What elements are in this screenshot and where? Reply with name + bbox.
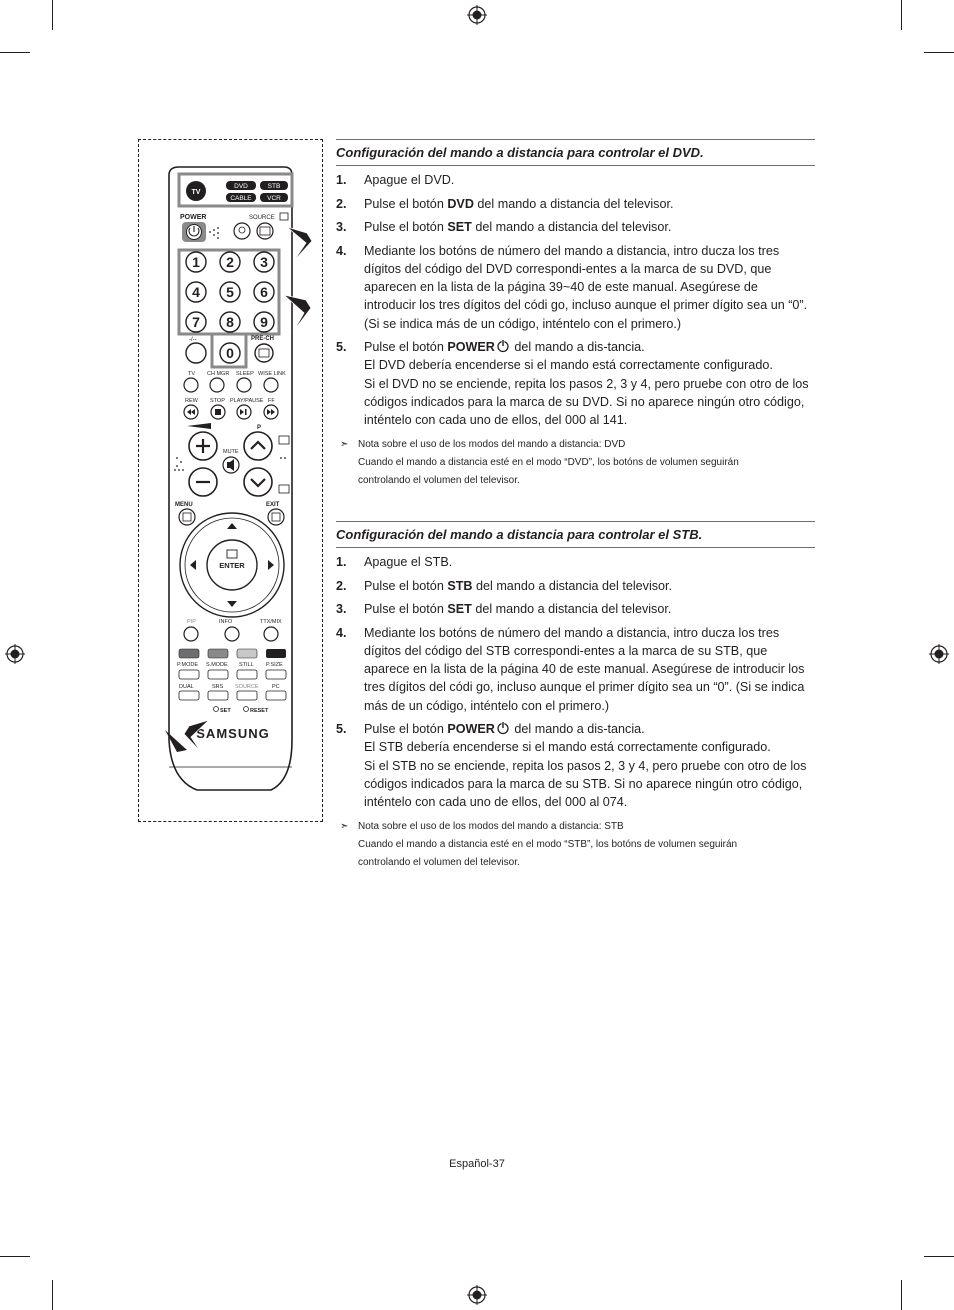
sleep-label: SLEEP bbox=[236, 371, 254, 377]
step-text: del mando a distancia del televisor. bbox=[473, 196, 674, 211]
step-text: Pulse el botón bbox=[364, 340, 448, 355]
dvd-mode-button: DVD bbox=[234, 183, 248, 190]
registration-mark-icon bbox=[5, 644, 25, 664]
enter-label: ENTER bbox=[219, 561, 245, 570]
playpause-label: PLAY/PAUSE bbox=[230, 398, 264, 404]
list-item bbox=[336, 218, 812, 236]
tv-mode-button: TV bbox=[191, 189, 201, 196]
chmgr-label: CH MGR bbox=[207, 371, 230, 377]
dash-label: -/-- bbox=[189, 337, 197, 343]
stb-steps bbox=[336, 553, 812, 817]
step-number: 5. bbox=[336, 340, 347, 355]
exit-label: EXIT bbox=[266, 502, 280, 508]
digit-6-button: 6 bbox=[260, 284, 268, 300]
psize-label: P.SIZE bbox=[266, 662, 283, 668]
step-text: Apague el DVD. bbox=[364, 173, 455, 187]
note-arrow-icon: ➣ bbox=[340, 821, 349, 832]
step-number: 1. bbox=[336, 173, 347, 187]
tv-label: TV bbox=[188, 371, 196, 377]
crop-mark bbox=[52, 1280, 53, 1310]
source2-label: SOURCE bbox=[235, 684, 259, 690]
cable-mode-button: CABLE bbox=[230, 195, 252, 202]
list-item bbox=[336, 553, 812, 571]
list-item bbox=[336, 624, 812, 715]
button-name: STB bbox=[447, 578, 473, 593]
list-item bbox=[336, 242, 812, 333]
remote-control-icon bbox=[139, 140, 324, 823]
power-label: POWER bbox=[180, 214, 207, 221]
stb-section-title: Configuración del mando a distancia para controlar el STB. bbox=[336, 521, 815, 548]
step-number: 2. bbox=[336, 196, 347, 211]
source-label: SOURCE bbox=[249, 215, 275, 221]
dual-label: DUAL bbox=[179, 684, 194, 690]
remote-illustration-frame bbox=[138, 139, 323, 822]
crop-mark bbox=[0, 52, 30, 53]
note-text: controlando el volumen del televisor. bbox=[358, 857, 520, 869]
list-item bbox=[336, 338, 812, 429]
samsung-logo: SAMSUNG bbox=[196, 726, 270, 741]
step-number: 4. bbox=[336, 243, 347, 258]
step-number: 3. bbox=[336, 220, 347, 235]
prech-label: PRE-CH bbox=[251, 336, 275, 342]
digit-1-button: 1 bbox=[192, 254, 200, 270]
digit-2-button: 2 bbox=[226, 254, 234, 270]
note-text: Nota sobre el uso de los modos del mando a distancia: DVD bbox=[358, 439, 626, 450]
dvd-section-title: Configuración del mando a distancia para controlar el DVD. bbox=[336, 139, 815, 166]
crop-mark bbox=[901, 0, 902, 30]
crop-mark bbox=[0, 1256, 30, 1257]
step-text: Pulse el botón bbox=[364, 722, 448, 737]
note-text: Cuando el mando a distancia esté en el modo “STB”, los botóns de volumen seguirán bbox=[358, 839, 738, 851]
note-text: Cuando el mando a distancia esté en el modo “DVD”, los botóns de volumen seguirán bbox=[358, 457, 739, 469]
pc-label: PC bbox=[272, 684, 280, 690]
digit-8-button: 8 bbox=[226, 314, 234, 330]
note-arrow-icon: ➣ bbox=[340, 439, 349, 450]
mute-label: MUTE bbox=[223, 449, 239, 455]
note-text: controlando el volumen del televisor. bbox=[358, 475, 520, 487]
button-name: POWER bbox=[447, 340, 495, 355]
step-text: del mando a dis-tancia. bbox=[510, 340, 645, 355]
step-text: del mando a distancia del televisor. bbox=[471, 602, 672, 617]
digit-5-button: 5 bbox=[226, 284, 234, 300]
list-item bbox=[336, 171, 812, 189]
step-number: 2. bbox=[336, 578, 347, 593]
step-text: Pulse el botón bbox=[364, 602, 448, 617]
dvd-steps bbox=[336, 171, 812, 435]
list-item bbox=[336, 577, 812, 595]
button-name: DVD bbox=[447, 196, 474, 211]
step-number: 4. bbox=[336, 625, 347, 640]
step-text: del mando a distancia del televisor. bbox=[471, 220, 672, 235]
reset-label: RESET bbox=[250, 708, 269, 714]
pip-label: PIP bbox=[187, 619, 196, 625]
menu-label: MENU bbox=[175, 502, 193, 508]
step-text: Si el DVD no se enciende, repita los pasos 2, 3 y 4, pero pruebe con otro de los códigos indicados para la marca de su DVD. Si no aparece ningún otro código, inténtelo con cada uno de ellos, del 000 al 141. bbox=[364, 376, 809, 427]
page-number: Español-37 bbox=[449, 1158, 505, 1170]
step-text: del mando a dis-tancia. bbox=[510, 722, 645, 737]
step-text: Pulse el botón bbox=[364, 220, 448, 235]
still-label: STILL bbox=[239, 662, 254, 668]
dvd-note bbox=[340, 436, 810, 491]
step-text: El STB debería encenderse si el mando está correctamente configurado. bbox=[364, 740, 771, 755]
power-icon bbox=[496, 721, 510, 735]
crop-mark bbox=[901, 1280, 902, 1310]
button-name: POWER bbox=[447, 722, 495, 737]
list-item bbox=[336, 720, 812, 811]
step-number: 5. bbox=[336, 722, 347, 737]
step-text: El DVD debería encenderse si el mando está correctamente configurado. bbox=[364, 358, 773, 373]
crop-mark bbox=[924, 52, 954, 53]
digit-0-button: 0 bbox=[226, 345, 234, 361]
list-item bbox=[336, 600, 812, 618]
step-number: 3. bbox=[336, 602, 347, 617]
stb-mode-button: STB bbox=[267, 183, 281, 190]
registration-mark-icon bbox=[467, 1285, 487, 1305]
step-text: Mediante los botóns de número del mando a distancia, intro ducza los tres dígitos del código del STB correspondi-entes a la marca de su STB, que aparece en la lista de la página 40 de este manual. Asegúrese de introducir los tres dígitos del códi go, incluso aunque el primer dígito sea un “0”. (Si se indica más de un código, inténtelo con el primero.) bbox=[364, 625, 805, 713]
button-name: SET bbox=[447, 602, 472, 617]
registration-mark-icon bbox=[467, 5, 487, 25]
step-text: Pulse el botón bbox=[364, 196, 448, 211]
list-item bbox=[336, 195, 812, 213]
digit-4-button: 4 bbox=[192, 284, 200, 300]
vcr-mode-button: VCR bbox=[267, 195, 281, 202]
step-number: 1. bbox=[336, 555, 347, 569]
crop-mark bbox=[52, 0, 53, 30]
step-text: Pulse el botón bbox=[364, 578, 448, 593]
stop-label: STOP bbox=[210, 398, 225, 404]
ff-label: FF bbox=[268, 398, 275, 404]
step-text: del mando a distancia del televisor. bbox=[472, 578, 673, 593]
rew-label: REW bbox=[185, 398, 198, 404]
digit-3-button: 3 bbox=[260, 254, 268, 270]
wiselink-label: WISE LINK bbox=[258, 371, 286, 377]
srs-label: SRS bbox=[212, 684, 224, 690]
digit-7-button: 7 bbox=[192, 314, 200, 330]
pmode-label: P.MODE bbox=[177, 662, 198, 668]
step-text: Si el STB no se enciende, repita los pasos 2, 3 y 4, pero pruebe con otro de los códigos indicados para la marca de su STB. Si no aparece ningún otro código, inténtelo con cada uno de ellos, del 000 al 074. bbox=[364, 758, 807, 809]
step-text: Apague el STB. bbox=[364, 555, 453, 569]
set-label: SET bbox=[220, 708, 231, 714]
info-label: INFO bbox=[219, 619, 233, 625]
stb-note bbox=[340, 818, 810, 873]
p-label: P bbox=[257, 425, 262, 431]
note-text: Nota sobre el uso de los modos del mando a distancia: STB bbox=[358, 821, 624, 832]
digit-9-button: 9 bbox=[260, 314, 268, 330]
smode-label: S.MODE bbox=[206, 662, 228, 668]
button-name: SET bbox=[447, 220, 472, 235]
step-text: Mediante los botóns de número del mando a distancia, intro ducza los tres dígitos del código del DVD correspondi-entes a la marca de su DVD, que aparecen en la lista de la página 39~40 de este manual. Asegúrese de introducir los tres dígitos del códi go, incluso aunque el primer dígito sea un “0”. (Si se indica más de un código, inténtelo con el primero.) bbox=[364, 243, 808, 331]
ttx-label: TTX/MIX bbox=[260, 619, 282, 625]
power-icon bbox=[496, 339, 510, 353]
registration-mark-icon bbox=[929, 644, 949, 664]
crop-mark bbox=[924, 1256, 954, 1257]
